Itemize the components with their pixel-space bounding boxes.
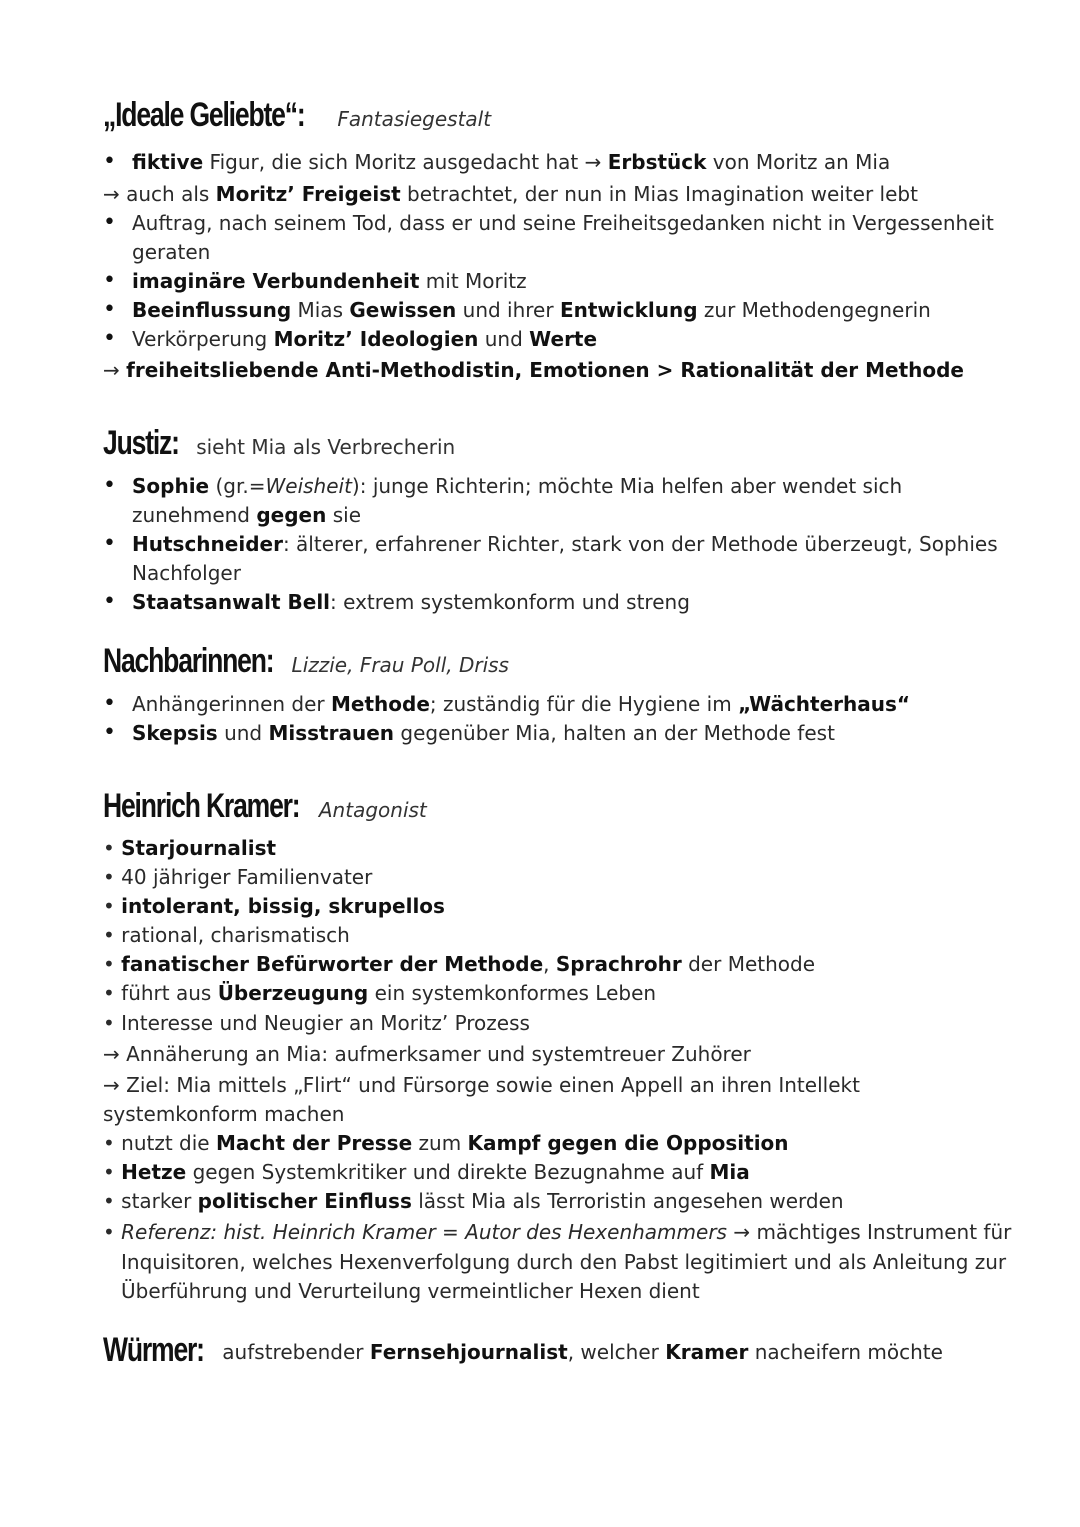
section-heading-justiz bbox=[103, 426, 455, 460]
list-item: • fanatischer Befürworter der Methode, Sprachrohr der Methode bbox=[103, 952, 816, 976]
heading-subtitle: Antagonist bbox=[318, 798, 427, 822]
list-item: fiktive Figur, die sich Moritz ausgedacht hat → Erbstück von Moritz an Mia bbox=[132, 150, 891, 174]
list-item: Skepsis und Misstrauen gegenüber Mia, halten an der Methode fest bbox=[132, 721, 835, 745]
arrow-line: → Ziel: Mia mittels „Flirt“ und Fürsorge sowie einen Appell an ihren Intellekt bbox=[103, 1073, 860, 1097]
list-item: • Interesse und Neugier an Moritz’ Prozess bbox=[103, 1011, 530, 1035]
bullet: • bbox=[103, 326, 116, 351]
list-item: Anhängerinnen der Methode; zuständig für die Hygiene im „Wächterhaus“ bbox=[132, 692, 911, 716]
heading-title: Justiz: bbox=[103, 424, 179, 462]
bullet: • bbox=[103, 297, 116, 322]
bullet: • bbox=[103, 691, 116, 716]
list-item: • 40 jähriger Familienvater bbox=[103, 865, 373, 889]
heading-title: „Ideale Geliebte“: bbox=[103, 96, 305, 134]
bullet: • bbox=[103, 589, 116, 614]
arrow-line: → Annäherung an Mia: aufmerksamer und systemtreuer Zuhörer bbox=[103, 1042, 751, 1066]
list-item: • intolerant, bissig, skrupellos bbox=[103, 894, 445, 918]
list-item-continued: Nachfolger bbox=[132, 561, 241, 585]
list-item: • führt aus Überzeugung ein systemkonformes Leben bbox=[103, 981, 657, 1005]
list-item: Staatsanwalt Bell: extrem systemkonform und streng bbox=[132, 590, 690, 614]
heading-subtitle: sieht Mia als Verbrecherin bbox=[196, 435, 456, 459]
list-item-continued: Inquisitoren, welches Hexenverfolgung durch den Pabst legitimiert und als Anleitung zur bbox=[121, 1250, 1007, 1274]
list-item-continued: Überführung und Verurteilung vermeintlicher Hexen dient bbox=[121, 1279, 700, 1303]
bullet: • bbox=[103, 531, 116, 556]
list-item: Auftrag, nach seinem Tod, dass er und seine Freiheitsgedanken nicht in Vergessenheit bbox=[132, 211, 994, 235]
list-item-continued: geraten bbox=[132, 240, 211, 264]
heading-title: Heinrich Kramer: bbox=[103, 787, 300, 825]
list-item: • starker politischer Einfluss lässt Mia als Terroristin angesehen werden bbox=[103, 1189, 844, 1213]
bullet: • bbox=[103, 473, 116, 498]
list-item: • Referenz: hist. Heinrich Kramer = Autor des Hexenhammers → mächtiges Instrument für bbox=[103, 1220, 1012, 1244]
heading-title: Nachbarinnen: bbox=[103, 642, 274, 680]
list-item: Beeinflussung Mias Gewissen und ihrer Entwicklung zur Methodengegnerin bbox=[132, 298, 931, 322]
heading-subtitle: Lizzie, Frau Poll, Driss bbox=[291, 653, 509, 677]
section-heading-ideale bbox=[103, 98, 491, 132]
list-item: imaginäre Verbundenheit mit Moritz bbox=[132, 269, 527, 293]
list-item: Verkörperung Moritz’ Ideologien und Werte bbox=[132, 327, 598, 351]
arrow-line-continued: systemkonform machen bbox=[103, 1102, 345, 1126]
list-item: • nutzt die Macht der Presse zum Kampf gegen die Opposition bbox=[103, 1131, 789, 1155]
bullet: • bbox=[103, 149, 116, 174]
heading-description: aufstrebender Fernsehjournalist, welcher Kramer nacheifern möchte bbox=[222, 1340, 943, 1364]
list-item: • Starjournalist bbox=[103, 836, 277, 860]
list-item: Hutschneider: älterer, erfahrener Richter, stark von der Methode überzeugt, Sophies bbox=[132, 532, 998, 556]
arrow-line: → freiheitsliebende Anti-Methodistin, Emotionen > Rationalität der Methode bbox=[103, 358, 964, 382]
list-item: • Hetze gegen Systemkritiker und direkte Bezugnahme auf Mia bbox=[103, 1160, 750, 1184]
list-item-continued: zunehmend gegen sie bbox=[132, 503, 361, 527]
bullet: • bbox=[103, 268, 116, 293]
heading-subtitle: Fantasiegestalt bbox=[337, 107, 492, 131]
section-heading-kramer bbox=[103, 789, 427, 823]
bullet: • bbox=[103, 720, 116, 745]
section-heading-wuermer bbox=[103, 1333, 943, 1369]
bullet: • bbox=[103, 210, 116, 235]
arrow-line: → auch als Moritz’ Freigeist betrachtet, der nun in Mias Imagination weiter lebt bbox=[103, 182, 918, 206]
list-item: • rational, charismatisch bbox=[103, 923, 350, 947]
heading-title: Würmer: bbox=[103, 1331, 204, 1369]
list-item: Sophie (gr.=Weisheit): junge Richterin; möchte Mia helfen aber wendet sich bbox=[132, 474, 903, 498]
section-heading-nachbarinnen bbox=[103, 644, 509, 678]
